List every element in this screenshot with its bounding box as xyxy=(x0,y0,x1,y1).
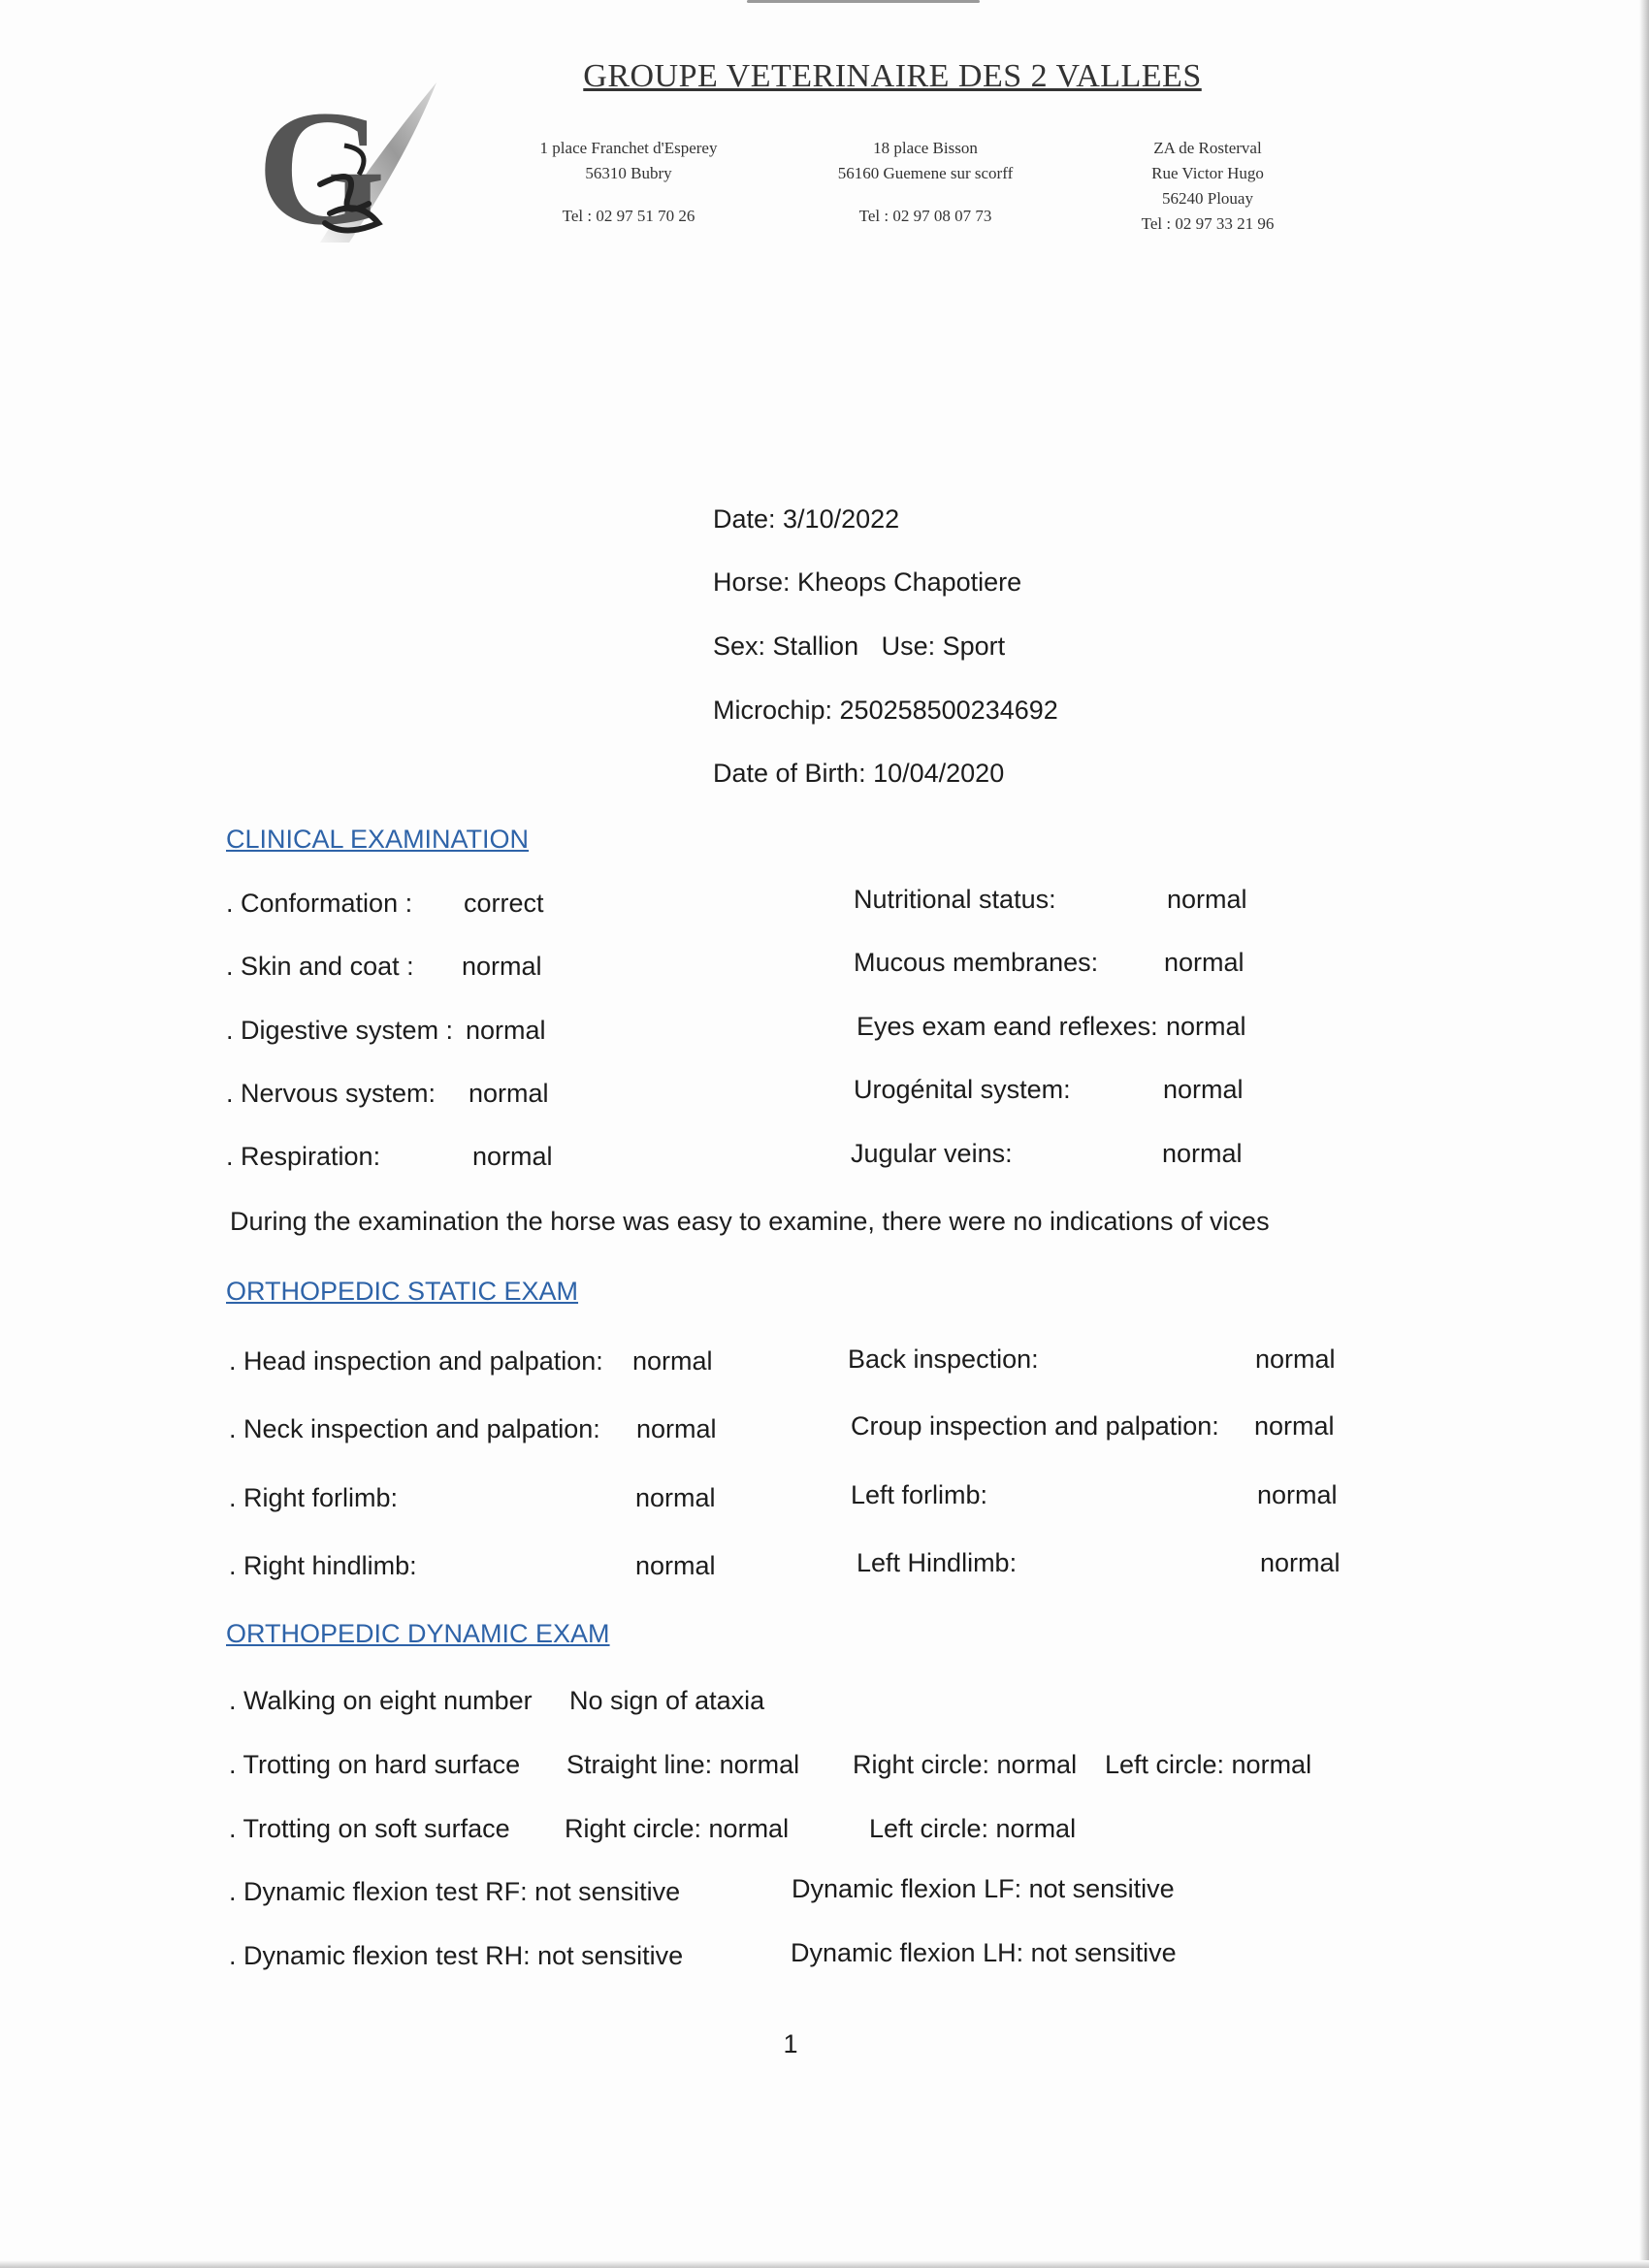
clinical-right-label: Eyes exam eand reflexes: xyxy=(857,1012,1158,1041)
trot-soft-right: Right circle: normal xyxy=(565,1814,790,1843)
info-dob: Date of Birth: 10/04/2020 xyxy=(713,759,1005,788)
flexion-lh: Dynamic flexion LH: not sensitive xyxy=(791,1938,1177,1967)
clinic-name: GROUPE VETERINAIRE DES 2 VALLEES xyxy=(583,58,1202,94)
static-right-label: Left forlimb: xyxy=(851,1480,988,1509)
clinical-title: CLINICAL EXAMINATION xyxy=(226,825,530,854)
static-left-label: . Right forlimb: xyxy=(229,1483,399,1512)
static-left-label: . Neck inspection and palpation: xyxy=(229,1414,600,1443)
address-line: 18 place Bisson xyxy=(873,139,978,157)
address-bubry xyxy=(502,136,755,229)
clinical-note: During the examination the horse was easy to examine, there were no indications of vices xyxy=(230,1207,1270,1236)
trot-soft-label: . Trotting on soft surface xyxy=(229,1814,510,1843)
clinical-right-value: normal xyxy=(1167,885,1247,914)
clinical-right-value: normal xyxy=(1164,948,1245,977)
info-use: Use: Sport xyxy=(881,632,1006,661)
walking-label: . Walking on eight number xyxy=(229,1686,533,1715)
static-exam-title: ORTHOPEDIC STATIC EXAM xyxy=(226,1277,579,1306)
info-microchip: Microchip: 250258500234692 xyxy=(713,696,1058,725)
flexion-lf: Dynamic flexion LF: not sensitive xyxy=(792,1874,1175,1903)
address-line: 56240 Plouay xyxy=(1162,189,1253,208)
scan-edge-top xyxy=(747,0,980,3)
static-right-label: Back inspection: xyxy=(848,1345,1039,1374)
static-left-label: . Right hindlimb: xyxy=(229,1551,417,1580)
clinical-left-label: . Skin and coat : xyxy=(226,952,414,981)
g2v-logo-icon xyxy=(252,78,446,262)
address-line: 56310 Bubry xyxy=(585,164,672,182)
page-number: 1 xyxy=(783,2029,798,2058)
trot-hard-straight: Straight line: normal xyxy=(566,1750,800,1779)
static-right-value: normal xyxy=(1254,1411,1335,1441)
static-right-value: normal xyxy=(1257,1480,1338,1509)
clinical-left-value: normal xyxy=(472,1142,553,1171)
scan-edge-bottom xyxy=(0,2260,1649,2268)
trot-soft-left: Left circle: normal xyxy=(869,1814,1077,1843)
static-right-value: normal xyxy=(1260,1548,1341,1577)
clinical-right-label: Jugular veins: xyxy=(851,1139,1013,1168)
clinical-left-label: . Digestive system : xyxy=(226,1016,454,1045)
static-right-value: normal xyxy=(1255,1345,1336,1374)
clinical-right-label: Nutritional status: xyxy=(854,885,1056,914)
static-right-label: Left Hindlimb: xyxy=(857,1548,1018,1577)
flexion-rh: . Dynamic flexion test RH: not sensitive xyxy=(229,1941,684,1970)
trot-hard-left: Left circle: normal xyxy=(1105,1750,1312,1779)
clinical-right-value: normal xyxy=(1162,1139,1243,1168)
address-tel: Tel : 02 97 08 07 73 xyxy=(858,207,992,225)
info-sex: Sex: Stallion xyxy=(713,632,859,661)
clinical-left-label: . Conformation : xyxy=(226,889,413,918)
clinical-left-value: correct xyxy=(464,889,544,918)
info-horse: Horse: Kheops Chapotiere xyxy=(713,567,1022,597)
walking-value: No sign of ataxia xyxy=(569,1686,765,1715)
trot-hard-label: . Trotting on hard surface xyxy=(229,1750,521,1779)
address-line: ZA de Rosterval xyxy=(1153,139,1262,157)
trot-hard-right: Right circle: normal xyxy=(853,1750,1078,1779)
clinical-left-value: normal xyxy=(469,1079,549,1108)
clinical-right-label: Urogénital system: xyxy=(854,1075,1071,1104)
static-left-label: . Head inspection and palpation: xyxy=(229,1346,603,1376)
clinical-left-label: . Nervous system: xyxy=(226,1079,436,1108)
address-line: 56160 Guemene sur scorff xyxy=(837,164,1014,182)
static-left-value: normal xyxy=(635,1551,716,1580)
scan-edge-right xyxy=(1639,0,1649,2268)
static-left-value: normal xyxy=(636,1414,717,1443)
address-tel: Tel : 02 97 51 70 26 xyxy=(562,207,695,225)
clinical-right-value: normal xyxy=(1166,1012,1246,1041)
address-line: 1 place Franchet d'Esperey xyxy=(539,139,718,157)
info-sex-use xyxy=(713,632,1005,662)
clinical-right-value: normal xyxy=(1163,1075,1244,1104)
clinical-right-label: Mucous membranes: xyxy=(854,948,1099,977)
static-right-label: Croup inspection and palpation: xyxy=(851,1411,1219,1441)
clinical-left-value: normal xyxy=(462,952,542,981)
address-line: Rue Victor Hugo xyxy=(1151,164,1264,182)
static-left-value: normal xyxy=(635,1483,716,1512)
static-left-value: normal xyxy=(632,1346,713,1376)
flexion-rf: . Dynamic flexion test RF: not sensitive xyxy=(229,1877,681,1906)
clinical-left-label: . Respiration: xyxy=(226,1142,381,1171)
dynamic-exam-title: ORTHOPEDIC DYNAMIC EXAM xyxy=(226,1619,610,1648)
info-date: Date: 3/10/2022 xyxy=(713,504,900,534)
clinical-left-value: normal xyxy=(466,1016,546,1045)
address-plouay xyxy=(1082,136,1334,237)
address-guemene xyxy=(799,136,1051,229)
svg-text:G: G xyxy=(257,78,386,259)
address-tel: Tel : 02 97 33 21 96 xyxy=(1141,214,1275,233)
